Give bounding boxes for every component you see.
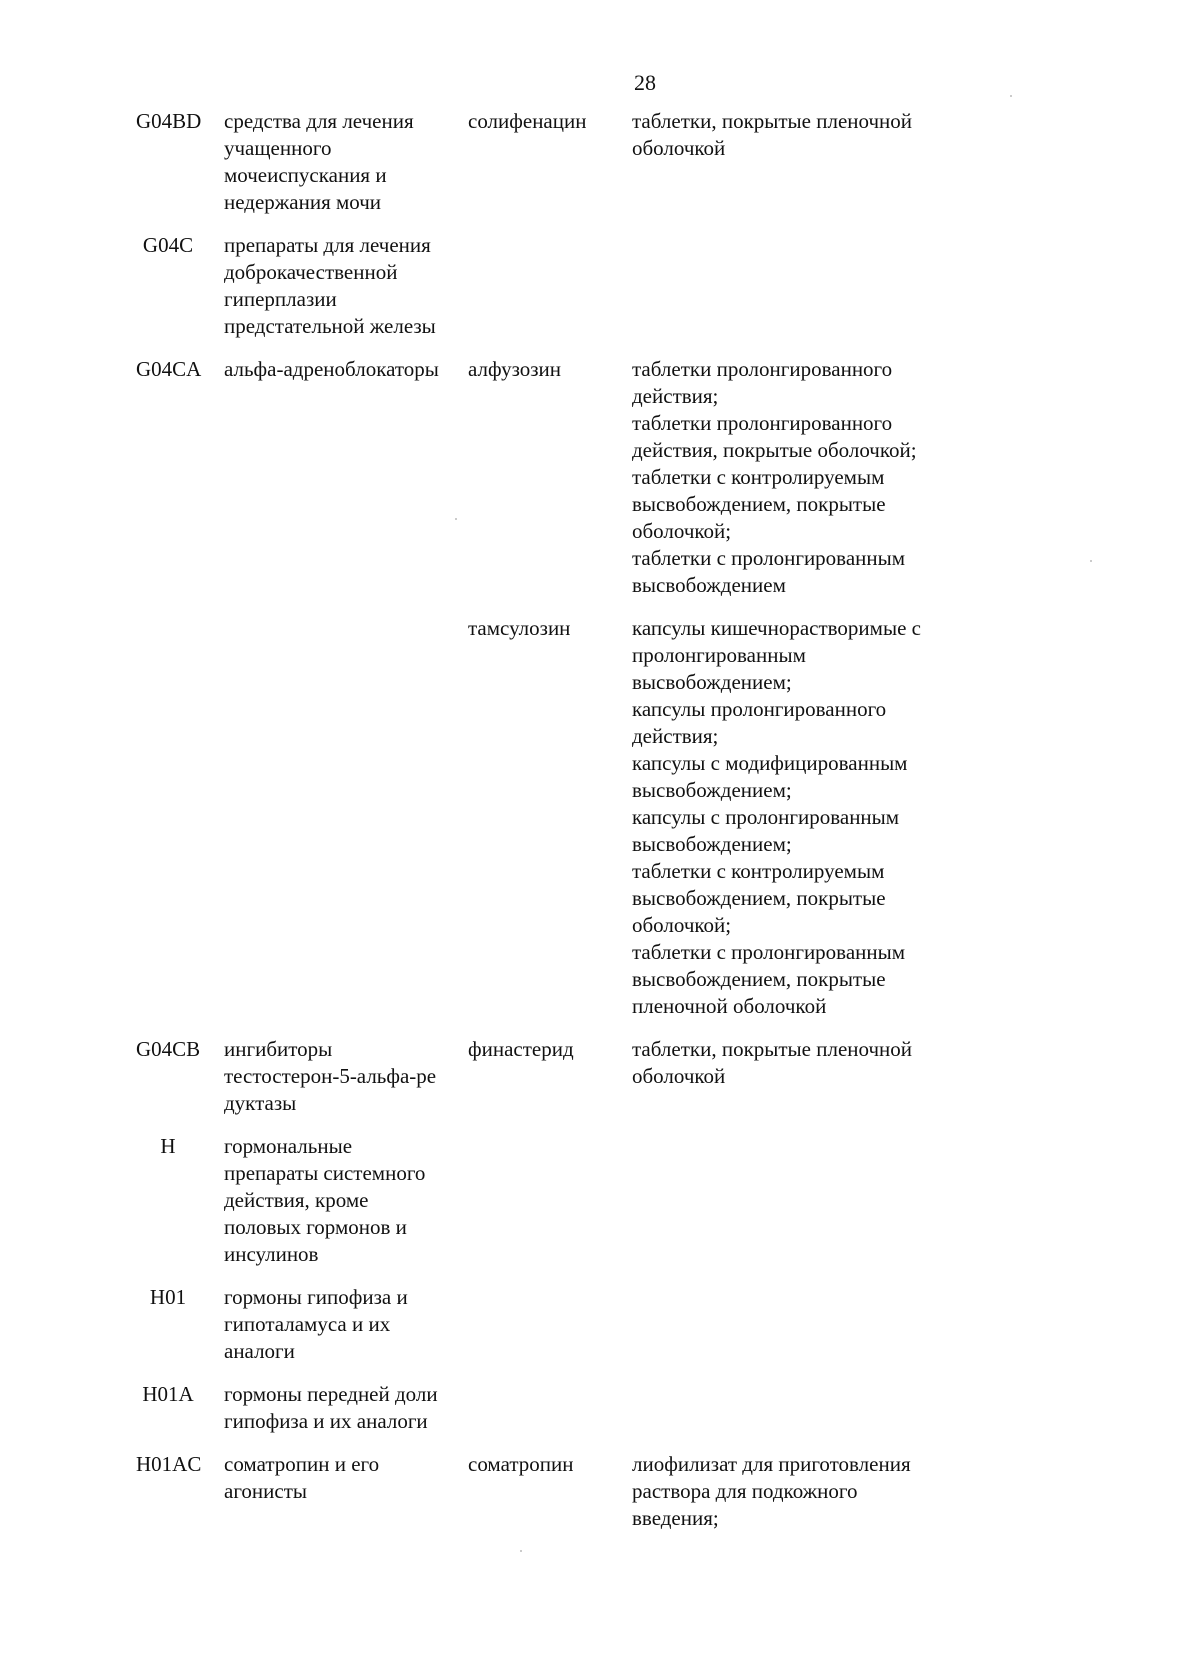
- table-row: [136, 1036, 986, 1117]
- dosage-forms: [632, 108, 962, 162]
- group-line: дуктазы: [224, 1091, 297, 1115]
- form-line: оболочкой: [632, 136, 726, 160]
- atc-code: G04CB: [136, 1037, 201, 1061]
- group-name: [224, 1284, 464, 1365]
- form-line: оболочкой;: [632, 913, 732, 937]
- form-line: таблетки пролонгированного: [632, 411, 893, 435]
- group-name: [224, 108, 464, 216]
- form-line: оболочкой;: [632, 519, 732, 543]
- form-line: высвобождением: [632, 573, 786, 597]
- atc-code: H01: [149, 1285, 187, 1309]
- form-line: высвобождением, покрытые: [632, 886, 886, 910]
- group-name: [224, 1036, 464, 1117]
- form-line: таблетки с пролонгированным: [632, 940, 906, 964]
- form-line: действия;: [632, 384, 719, 408]
- form-line: введения;: [632, 1506, 719, 1530]
- group-line: гипоталамуса и их: [224, 1312, 391, 1336]
- form-line: действия;: [632, 724, 719, 748]
- group-line: агонисты: [224, 1479, 307, 1503]
- group-line: гормоны гипофиза и: [224, 1285, 408, 1309]
- scan-speck: [455, 518, 457, 520]
- table-row: [136, 1451, 986, 1532]
- form-line: таблетки с контролируемым: [632, 859, 885, 883]
- form-line: капсулы кишечнорастворимые с: [632, 616, 921, 640]
- table-row: [136, 1284, 986, 1365]
- form-line: капсулы пролонгированного: [632, 697, 887, 721]
- table-row: [136, 356, 986, 599]
- group-line: учащенного: [224, 136, 332, 160]
- atc-code: H01A: [142, 1382, 194, 1406]
- form-line: высвобождением, покрытые: [632, 967, 886, 991]
- group-line: гормоны передней доли: [224, 1382, 438, 1406]
- drug-name: алфузозин: [468, 357, 562, 381]
- form-line: высвобождением;: [632, 670, 792, 694]
- group-line: соматропин и его: [224, 1452, 380, 1476]
- dosage-forms: [632, 356, 962, 599]
- form-line: капсулы с модифицированным: [632, 751, 908, 775]
- atc-code: G04CA: [136, 357, 202, 381]
- page-number: 28: [634, 70, 656, 95]
- group-line: инсулинов: [224, 1242, 319, 1266]
- group-line: аналоги: [224, 1339, 295, 1363]
- group-line: гипофиза и их аналоги: [224, 1409, 428, 1433]
- group-line: ингибиторы: [224, 1037, 333, 1061]
- group-line: альфа-адреноблокаторы: [224, 357, 439, 381]
- group-line: тестостерон-5-альфа-ре: [224, 1064, 437, 1088]
- atc-code: H: [160, 1134, 176, 1158]
- drug-name: солифенацин: [468, 109, 587, 133]
- group-line: доброкачественной: [224, 260, 398, 284]
- group-line: действия, кроме: [224, 1188, 369, 1212]
- dosage-forms: [632, 615, 962, 1020]
- group-line: предстательной железы: [224, 314, 436, 338]
- drug-name: финастерид: [468, 1037, 574, 1061]
- table-row: [136, 1381, 986, 1435]
- form-line: лиофилизат для приготовления: [632, 1452, 911, 1476]
- drug-name: тамсулозин: [468, 616, 571, 640]
- table-row: [136, 1133, 986, 1268]
- group-line: гормональные: [224, 1134, 353, 1158]
- group-name: [224, 1381, 464, 1435]
- group-name: [224, 1451, 464, 1505]
- group-name: [224, 1133, 464, 1268]
- table-row: [136, 615, 986, 1020]
- form-line: высвобождением;: [632, 778, 792, 802]
- group-name: [224, 232, 464, 340]
- form-line: высвобождением;: [632, 832, 792, 856]
- scan-speck: [1010, 95, 1012, 97]
- form-line: таблетки с пролонгированным: [632, 546, 906, 570]
- form-line: оболочкой: [632, 1064, 726, 1088]
- form-line: раствора для подкожного: [632, 1479, 858, 1503]
- form-line: таблетки с контролируемым: [632, 465, 885, 489]
- group-line: препараты системного: [224, 1161, 426, 1185]
- table-row: [136, 232, 986, 340]
- scan-speck: [520, 1550, 522, 1552]
- form-line: таблетки, покрытые пленочной: [632, 109, 913, 133]
- atc-code: G04C: [142, 233, 194, 257]
- group-name: [224, 356, 464, 383]
- drug-name: соматропин: [468, 1452, 574, 1476]
- table-row: [136, 108, 986, 216]
- form-line: таблетки, покрытые пленочной: [632, 1037, 913, 1061]
- group-line: гиперплазии: [224, 287, 337, 311]
- group-line: препараты для лечения: [224, 233, 431, 257]
- form-line: таблетки пролонгированного: [632, 357, 893, 381]
- group-line: средства для лечения: [224, 109, 414, 133]
- form-line: капсулы с пролонгированным: [632, 805, 900, 829]
- form-line: высвобождением, покрытые: [632, 492, 886, 516]
- form-line: пленочной оболочкой: [632, 994, 827, 1018]
- drug-classification-table: [136, 108, 986, 1532]
- scan-speck: [1090, 560, 1092, 562]
- atc-code: H01AC: [136, 1452, 202, 1476]
- form-line: пролонгированным: [632, 643, 806, 667]
- group-line: половых гормонов и: [224, 1215, 407, 1239]
- group-line: недержания мочи: [224, 190, 382, 214]
- group-line: мочеиспускания и: [224, 163, 387, 187]
- form-line: действия, покрытые оболочкой;: [632, 438, 917, 462]
- atc-code: G04BD: [136, 109, 202, 133]
- dosage-forms: [632, 1036, 962, 1090]
- dosage-forms: [632, 1451, 962, 1532]
